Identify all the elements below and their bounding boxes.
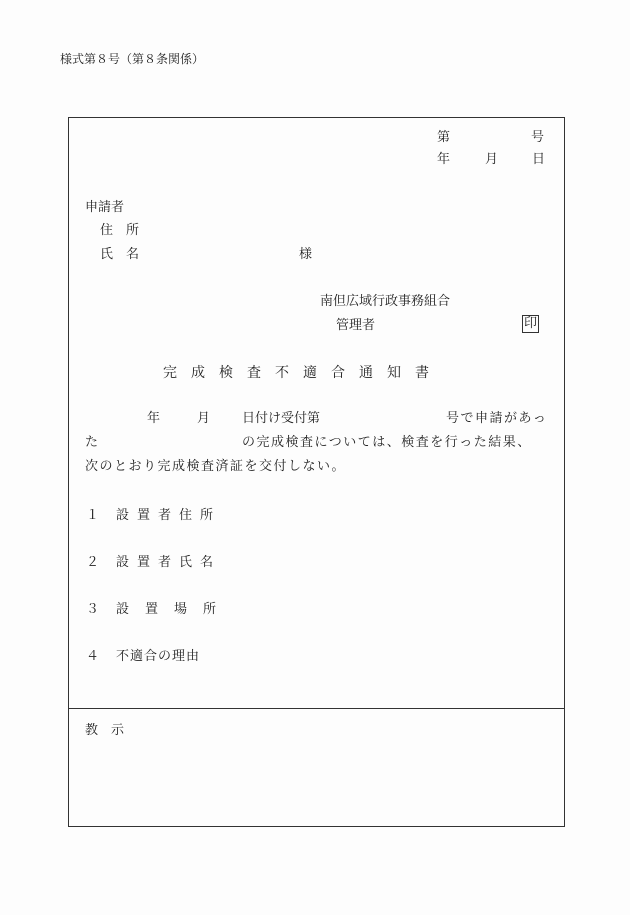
- applicant-honorific: 様: [299, 247, 313, 262]
- date-day-label: 日: [532, 152, 546, 167]
- item-label: 不適合の理由: [116, 649, 201, 664]
- applicant-address-label: 住 所: [100, 223, 140, 238]
- body-line1-end: 号で申請があっ: [446, 411, 548, 426]
- body-receipt-text: 日付け受付第: [242, 411, 321, 426]
- doc-number-suffix: 号: [531, 130, 545, 145]
- seal-box: 印: [523, 316, 537, 331]
- body-line2-start: た: [85, 435, 99, 450]
- applicant-name-label: 氏 名: [100, 247, 140, 262]
- date-month-label: 月: [485, 152, 499, 167]
- doc-number-prefix: 第: [437, 130, 451, 145]
- item-label: 設置者氏名: [116, 555, 222, 570]
- date-year-label: 年: [437, 152, 451, 167]
- applicant-heading: 申請者: [85, 200, 125, 215]
- body-year: 年: [147, 411, 161, 426]
- item-number: ２: [86, 555, 100, 570]
- item-label: 設置者住所: [116, 508, 222, 523]
- notice-divider: [68, 708, 565, 709]
- document-title: 完成検査不適合通知書: [163, 365, 443, 381]
- form-number-label: 様式第８号（第８条関係）: [60, 52, 205, 66]
- item-number: ４: [86, 649, 100, 664]
- item-label: 設置場所: [116, 602, 233, 617]
- issuer-organization: 南但広域行政事務組合: [320, 294, 451, 309]
- body-line2-end: の完成検査については、検査を行った結果、: [242, 435, 532, 450]
- body-month: 月: [197, 411, 211, 426]
- body-line3: 次のとおり完成検査済証を交付しない。: [85, 459, 347, 474]
- notice-heading: 教 示: [85, 723, 125, 738]
- item-number: ３: [86, 602, 100, 617]
- item-number: １: [86, 508, 100, 523]
- issuer-role: 管理者: [336, 318, 376, 333]
